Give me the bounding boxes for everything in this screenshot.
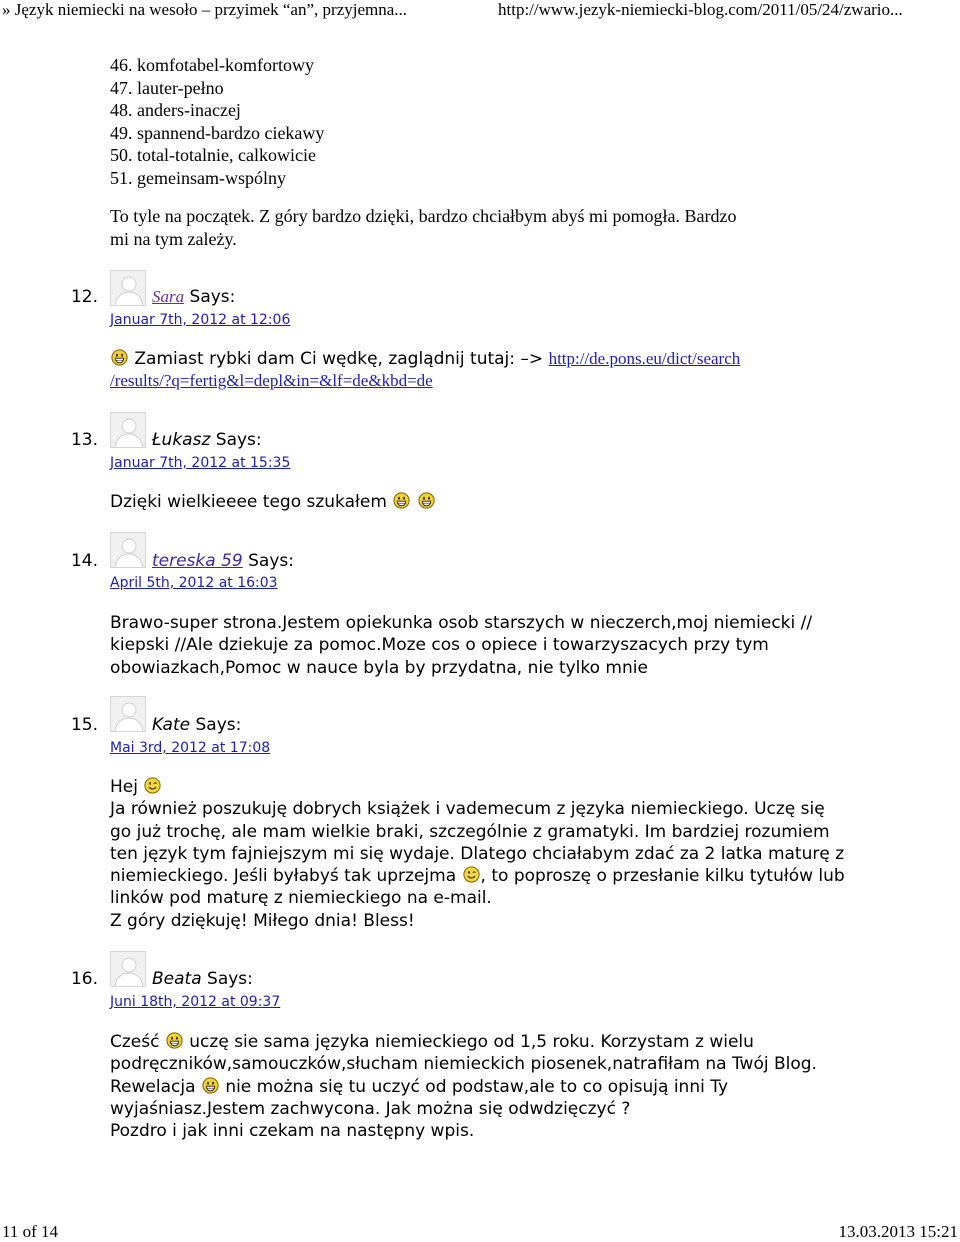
list-item: 51. gemeinsam-wspólny (110, 167, 286, 188)
paragraph-line: nie można się tu uczyć od podstaw,ale to co opisują inni Ty (225, 1076, 729, 1097)
comment-author (152, 287, 235, 307)
comment-number: 14. (70, 551, 98, 571)
says-label: Says: (248, 551, 294, 571)
comment-date-link[interactable]: Mai 3rd, 2012 at 17:08 (110, 740, 271, 756)
says-label: Says: (189, 287, 236, 307)
comment-link-continued[interactable]: /results/?q=fertig&l=depl&in=&lf=de&kbd=de (110, 371, 433, 391)
says-label: Says: (215, 430, 262, 450)
comment-date (110, 312, 290, 328)
author-name: Łukasz (152, 430, 211, 450)
comment-body (110, 776, 900, 932)
author-name: Kate (152, 715, 191, 735)
comment-date (110, 575, 278, 591)
avatar (110, 270, 146, 306)
comment-body (110, 612, 900, 679)
comment-text: Zamiast rybki dam Ci wędkę, zaglądnij tutaj: –> (134, 349, 549, 369)
avatar (110, 696, 146, 732)
paragraph-line: Rewelacja (110, 1076, 196, 1097)
wink-icon (463, 866, 480, 883)
paragraph-line: niemieckiego. Jeśli byłabyś tak uprzejma (110, 866, 457, 887)
grin-icon (393, 492, 410, 509)
paragraph-line: obowiazkach,Pomoc w nauce byla by przydatna, nie tylko mnie (110, 657, 648, 678)
print-footer-datetime: 13.03.2013 15:21 (838, 1222, 958, 1241)
print-footer-page: 11 of 14 (2, 1222, 59, 1241)
grin-icon (202, 1077, 219, 1094)
comment-date-link[interactable]: Januar 7th, 2012 at 12:06 (110, 312, 291, 328)
paragraph-line: Brawo-super strona.Jestem opiekunka osob starszych w nieczerch,moj niemiecki // (110, 613, 813, 633)
comment-body (110, 1031, 900, 1142)
comment-body (110, 348, 900, 393)
says-label: Says: (207, 969, 253, 989)
author-link[interactable]: Sara (152, 287, 185, 306)
comment-text: Dzięki wielkieeee tego szukałem (110, 492, 387, 512)
comment-body (110, 491, 900, 513)
author-name: Beata (152, 969, 202, 989)
list-item: 47. lauter-pełno (110, 77, 224, 98)
paragraph-line: ten język tym fajniejszym mi się wydaje. Dlatego chciałabym zdać za 2 latka maturę z (110, 843, 845, 864)
comment-date-link[interactable]: Januar 7th, 2012 at 15:35 (110, 455, 291, 471)
comment-number: 15. (70, 715, 98, 735)
author-link[interactable]: tereska 59 (152, 551, 243, 571)
avatar (110, 951, 146, 987)
paragraph-line: go już trochę, ale mam wielkie braki, szczególnie z gramatyki. Im bardziej rozumiem (110, 821, 830, 842)
print-header-url: http://www.jezyk-niemiecki-blog.com/2011/05/24/zwario... (498, 0, 903, 19)
paragraph-line: Pozdro i jak inni czekam na następny wpis. (110, 1121, 475, 1142)
comment-date (110, 994, 280, 1010)
grin-icon (166, 1032, 183, 1049)
list-item: 48. anders-inaczej (110, 100, 241, 120)
paragraph-line: Ja również poszukuję dobrych książek i vademecum z języka niemieckiego. Uczę się (110, 799, 825, 820)
grin-icon (418, 492, 435, 509)
paragraph-line: , to poproszę o przesłanie kilku tytułów lub (480, 866, 845, 887)
word-list (110, 54, 910, 189)
comment-number: 12. (70, 287, 98, 307)
paragraph-line: wyjaśniasz.Jestem zachwycona. Jak można się odwdzięczyć ? (110, 1098, 631, 1119)
avatar (110, 532, 146, 568)
paragraph-line: kiepski //Ale dziekuje za pomoc.Moze cos o opiece i towarzyszacych przy tym (110, 635, 769, 656)
wink-icon (144, 777, 161, 794)
intro-closing (110, 205, 910, 250)
paragraph-line: mi na tym zależy. (110, 228, 237, 249)
comment-number: 13. (70, 430, 98, 450)
comment-date-link[interactable]: Juni 18th, 2012 at 09:37 (110, 994, 281, 1010)
comment-author (152, 715, 241, 735)
comment-date-link[interactable]: April 5th, 2012 at 16:03 (110, 575, 278, 591)
comment-number: 16. (70, 969, 98, 989)
paragraph-line: To tyle na początek. Z góry bardzo dzięki, bardzo chciałbym abyś mi pomogła. Bardzo (110, 206, 737, 226)
says-label: Says: (195, 715, 242, 735)
paragraph-line: podręczników,samouczków,słucham niemieckich piosenek,natrafiłam na Twój Blog. (110, 1054, 817, 1075)
paragraph-line: linków pod maturę z niemieckiego na e-mail. (110, 888, 492, 909)
list-item: 50. total-totalnie, calkowicie (110, 145, 316, 165)
paragraph-line: Z góry dziękuję! Miłego dnia! Bless! (110, 910, 415, 931)
comment-author (152, 430, 262, 450)
comment-author (152, 551, 294, 571)
grin-icon (111, 349, 128, 366)
comment-author (152, 969, 253, 989)
list-item: 46. komfotabel-komfortowy (110, 55, 314, 75)
comment-date (110, 740, 270, 756)
print-header-title: » Język niemiecki na wesoło – przyimek “an”, przyjemna... (2, 0, 408, 19)
comment-date (110, 455, 290, 471)
list-item: 49. spannend-bardzo ciekawy (110, 122, 325, 143)
paragraph-line: Cześć (110, 1032, 160, 1052)
comment-link[interactable]: http://de.pons.eu/dict/search (548, 349, 741, 368)
paragraph-line: uczę sie sama języka niemieckiego od 1,5 roku. Korzystam z wielu (189, 1032, 754, 1052)
avatar (110, 412, 146, 448)
greeting: Hej (110, 777, 138, 797)
